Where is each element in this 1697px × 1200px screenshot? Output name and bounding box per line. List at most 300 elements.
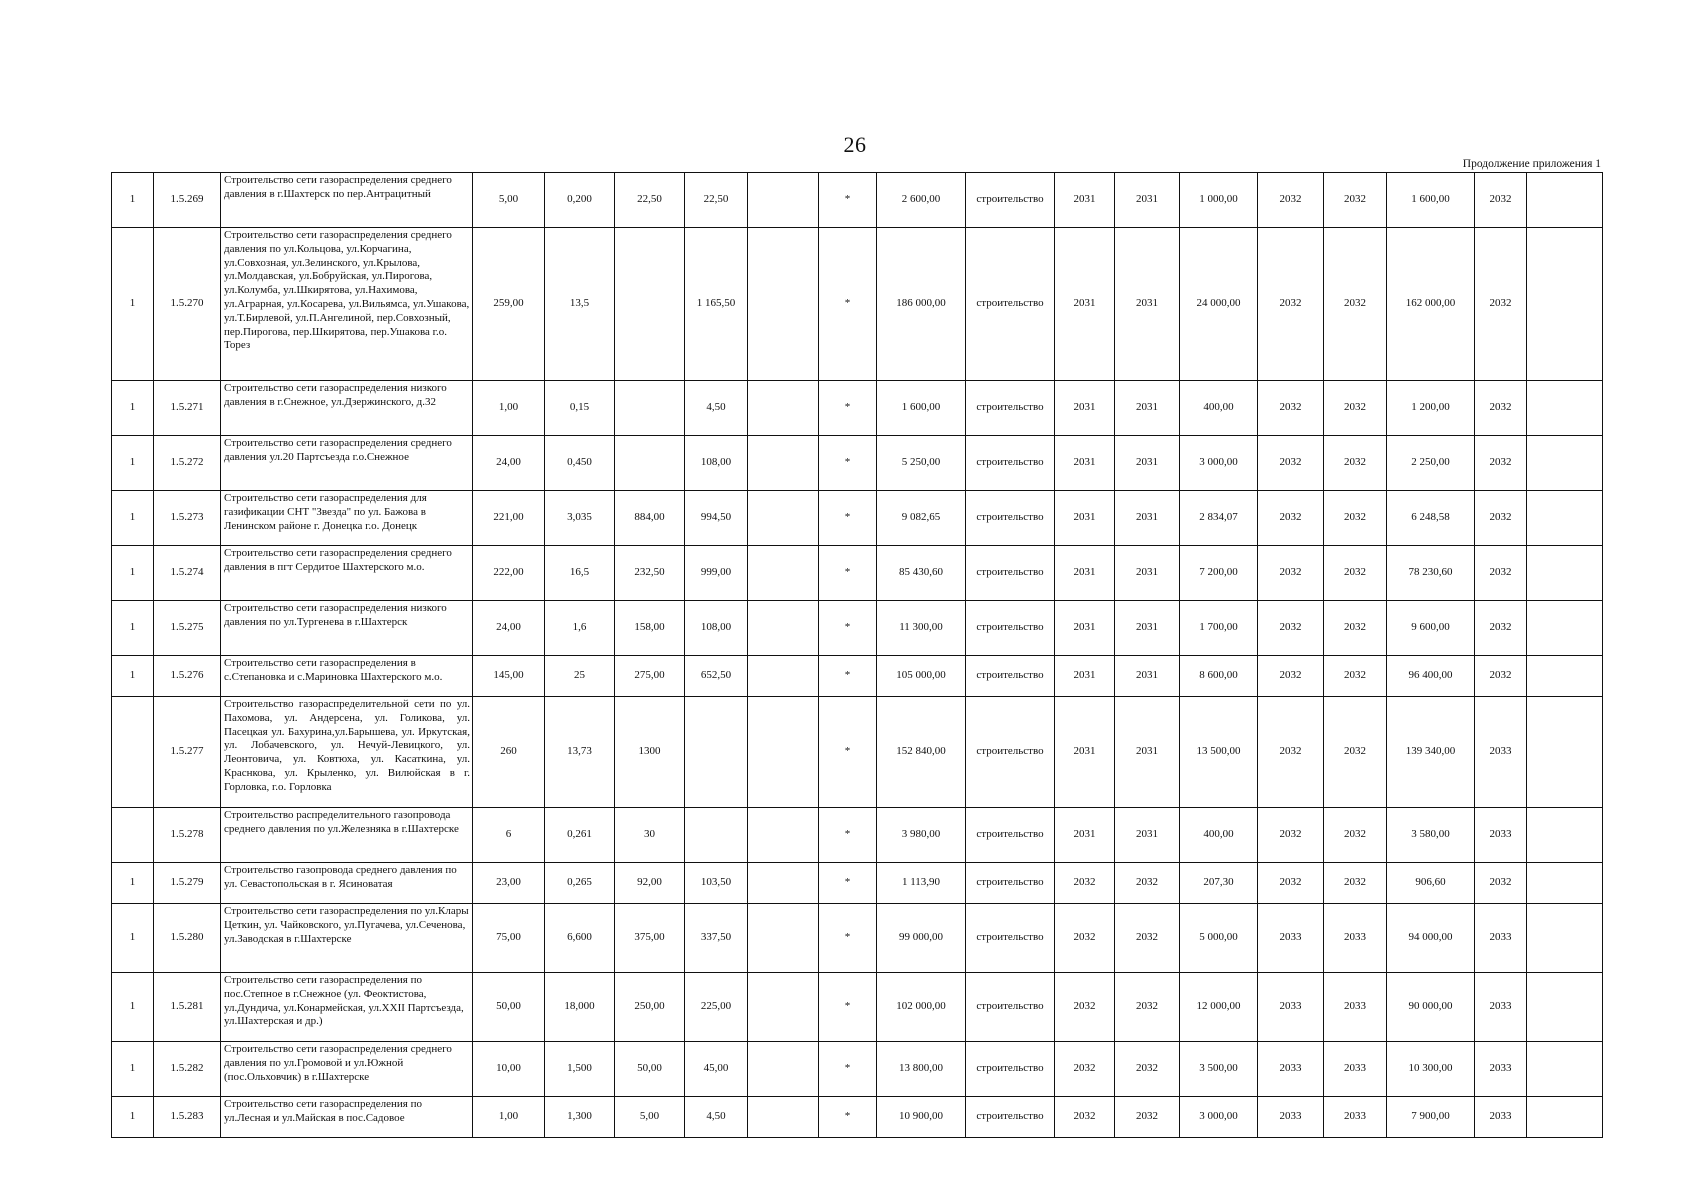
- section-index-cell: 1: [112, 1097, 154, 1138]
- note-cell: [1527, 808, 1603, 863]
- description-cell: Строительство сети газораспределения среднего давления ул.20 Партсъезда г.о.Снежное: [221, 436, 473, 491]
- value-cell-6: 108,00: [685, 601, 748, 656]
- stage2-start-year-cell: 2032: [1258, 546, 1324, 601]
- value-cell-4: 0,265: [545, 863, 615, 904]
- end-year-cell: 2031: [1115, 173, 1180, 228]
- start-year-cell: 2032: [1055, 1042, 1115, 1097]
- item-number-cell: 1.5.278: [154, 808, 221, 863]
- section-index-cell: 1: [112, 601, 154, 656]
- end-year-cell: 2031: [1115, 436, 1180, 491]
- start-year-cell: 2031: [1055, 656, 1115, 697]
- total-cost-cell: 186 000,00: [877, 228, 966, 381]
- description-cell: Строительство сети газораспределения среднего давления по ул.Кольцова, ул.Корчагина, ул.Совхозная, ул.Зелинского, ул.Крылова, ул.Молдавская, ул.Бобруйская, ул.Пирогова, ул.Колумба, ул.Шкирятова, ул.Нахимова, ул.Аграрная, ул.Косарева, ул.Вильямса, ул.Ушакова, ул.Т.Бирлевой, ул.П.Ангелиной, пер.Совхозный, пер.Пирогова, пер.Шкирятова, пер.Ушакова г.о. Торез: [221, 228, 473, 381]
- start-year-cell: 2031: [1055, 491, 1115, 546]
- section-index-cell: 1: [112, 228, 154, 381]
- end-year-cell: 2032: [1115, 1042, 1180, 1097]
- completion-year-cell: 2033: [1475, 697, 1527, 808]
- stage2-end-year-cell: 2033: [1324, 973, 1387, 1042]
- description-cell: Строительство сети газораспределения по ул.Лесная и ул.Майская в пос.Садовое: [221, 1097, 473, 1138]
- start-year-cell: 2031: [1055, 601, 1115, 656]
- start-year-cell: 2031: [1055, 546, 1115, 601]
- description-cell: Строительство сети газораспределения низкого давления по ул.Тургенева в г.Шахтерск: [221, 601, 473, 656]
- value-cell-4: 1,6: [545, 601, 615, 656]
- description-cell: Строительство сети газораспределения по ул.Клары Цеткин, ул. Чайковского, ул.Пугачева, ул.Сеченова, ул.Заводская в г.Шахтерске: [221, 904, 473, 973]
- stage2-end-year-cell: 2032: [1324, 491, 1387, 546]
- stage1-cost-cell: 1 700,00: [1180, 601, 1258, 656]
- stage2-end-year-cell: 2033: [1324, 1097, 1387, 1138]
- marker-cell: *: [819, 436, 877, 491]
- value-cell-7: [748, 904, 819, 973]
- stage2-cost-cell: 94 000,00: [1387, 904, 1475, 973]
- note-cell: [1527, 173, 1603, 228]
- value-cell-3: 259,00: [473, 228, 545, 381]
- value-cell-7: [748, 173, 819, 228]
- work-type-cell: строительство: [966, 228, 1055, 381]
- stage1-cost-cell: 207,30: [1180, 863, 1258, 904]
- end-year-cell: 2032: [1115, 973, 1180, 1042]
- stage2-end-year-cell: 2032: [1324, 808, 1387, 863]
- work-type-cell: строительство: [966, 546, 1055, 601]
- value-cell-7: [748, 546, 819, 601]
- end-year-cell: 2031: [1115, 381, 1180, 436]
- total-cost-cell: 11 300,00: [877, 601, 966, 656]
- section-index-cell: 1: [112, 546, 154, 601]
- stage1-cost-cell: 1 000,00: [1180, 173, 1258, 228]
- value-cell-7: [748, 1097, 819, 1138]
- stage2-end-year-cell: 2032: [1324, 436, 1387, 491]
- value-cell-4: 1,500: [545, 1042, 615, 1097]
- item-number-cell: 1.5.274: [154, 546, 221, 601]
- stage2-cost-cell: 2 250,00: [1387, 436, 1475, 491]
- value-cell-3: 221,00: [473, 491, 545, 546]
- description-cell: Строительство сети газораспределения среднего давления в пгт Сердитое Шахтерского м.о.: [221, 546, 473, 601]
- stage2-cost-cell: 1 600,00: [1387, 173, 1475, 228]
- value-cell-6: 4,50: [685, 1097, 748, 1138]
- total-cost-cell: 10 900,00: [877, 1097, 966, 1138]
- value-cell-6: [685, 808, 748, 863]
- value-cell-3: 222,00: [473, 546, 545, 601]
- marker-cell: *: [819, 546, 877, 601]
- value-cell-5: 158,00: [615, 601, 685, 656]
- value-cell-3: 260: [473, 697, 545, 808]
- stage2-start-year-cell: 2033: [1258, 973, 1324, 1042]
- stage1-cost-cell: 3 000,00: [1180, 436, 1258, 491]
- completion-year-cell: 2032: [1475, 656, 1527, 697]
- value-cell-3: 1,00: [473, 381, 545, 436]
- work-type-cell: строительство: [966, 863, 1055, 904]
- note-cell: [1527, 381, 1603, 436]
- start-year-cell: 2032: [1055, 863, 1115, 904]
- completion-year-cell: 2032: [1475, 173, 1527, 228]
- value-cell-7: [748, 973, 819, 1042]
- value-cell-6: 108,00: [685, 436, 748, 491]
- value-cell-3: 24,00: [473, 601, 545, 656]
- stage2-start-year-cell: 2032: [1258, 808, 1324, 863]
- end-year-cell: 2031: [1115, 601, 1180, 656]
- value-cell-4: 0,450: [545, 436, 615, 491]
- completion-year-cell: 2032: [1475, 601, 1527, 656]
- stage1-cost-cell: 400,00: [1180, 381, 1258, 436]
- value-cell-5: 250,00: [615, 973, 685, 1042]
- total-cost-cell: 105 000,00: [877, 656, 966, 697]
- value-cell-6: 999,00: [685, 546, 748, 601]
- value-cell-4: 18,000: [545, 973, 615, 1042]
- marker-cell: *: [819, 381, 877, 436]
- stage2-start-year-cell: 2032: [1258, 436, 1324, 491]
- stage2-end-year-cell: 2032: [1324, 863, 1387, 904]
- marker-cell: *: [819, 491, 877, 546]
- start-year-cell: 2031: [1055, 808, 1115, 863]
- description-cell: Строительство распределительного газопровода среднего давления по ул.Железняка в г.Шахтерске: [221, 808, 473, 863]
- stage2-start-year-cell: 2033: [1258, 1042, 1324, 1097]
- value-cell-7: [748, 491, 819, 546]
- description-cell: Строительство сети газораспределения по пос.Степное в г.Снежное (ул. Феоктистова, ул.Дундича, ул.Конармейская, ул.XXII Партсъезда, ул.Шахтерская и др.): [221, 973, 473, 1042]
- construction-table: [111, 172, 1603, 1138]
- start-year-cell: 2031: [1055, 381, 1115, 436]
- note-cell: [1527, 436, 1603, 491]
- work-type-cell: строительство: [966, 381, 1055, 436]
- work-type-cell: строительство: [966, 436, 1055, 491]
- completion-year-cell: 2033: [1475, 973, 1527, 1042]
- note-cell: [1527, 863, 1603, 904]
- value-cell-4: 6,600: [545, 904, 615, 973]
- value-cell-3: 24,00: [473, 436, 545, 491]
- stage2-start-year-cell: 2032: [1258, 173, 1324, 228]
- value-cell-7: [748, 808, 819, 863]
- value-cell-7: [748, 601, 819, 656]
- total-cost-cell: 152 840,00: [877, 697, 966, 808]
- stage2-end-year-cell: 2032: [1324, 228, 1387, 381]
- stage2-end-year-cell: 2032: [1324, 173, 1387, 228]
- description-cell: Строительство сети газораспределения среднего давления в г.Шахтерск по пер.Антрацитный: [221, 173, 473, 228]
- end-year-cell: 2031: [1115, 808, 1180, 863]
- stage2-end-year-cell: 2032: [1324, 381, 1387, 436]
- section-index-cell: 1: [112, 173, 154, 228]
- stage2-end-year-cell: 2032: [1324, 697, 1387, 808]
- stage2-cost-cell: 3 580,00: [1387, 808, 1475, 863]
- value-cell-5: 375,00: [615, 904, 685, 973]
- marker-cell: *: [819, 808, 877, 863]
- stage2-end-year-cell: 2033: [1324, 904, 1387, 973]
- description-cell: Строительство сети газораспределения среднего давления по ул.Громовой и ул.Южной (пос.Ольховчик) в г.Шахтерске: [221, 1042, 473, 1097]
- note-cell: [1527, 601, 1603, 656]
- total-cost-cell: 1 600,00: [877, 381, 966, 436]
- start-year-cell: 2031: [1055, 173, 1115, 228]
- value-cell-5: 5,00: [615, 1097, 685, 1138]
- value-cell-3: 5,00: [473, 173, 545, 228]
- item-number-cell: 1.5.283: [154, 1097, 221, 1138]
- value-cell-4: 13,5: [545, 228, 615, 381]
- note-cell: [1527, 697, 1603, 808]
- completion-year-cell: 2033: [1475, 1042, 1527, 1097]
- note-cell: [1527, 656, 1603, 697]
- table-row: [112, 973, 1603, 1042]
- value-cell-6: 4,50: [685, 381, 748, 436]
- stage2-cost-cell: 78 230,60: [1387, 546, 1475, 601]
- completion-year-cell: 2032: [1475, 381, 1527, 436]
- marker-cell: *: [819, 601, 877, 656]
- value-cell-6: 225,00: [685, 973, 748, 1042]
- item-number-cell: 1.5.279: [154, 863, 221, 904]
- table-row: [112, 546, 1603, 601]
- stage2-start-year-cell: 2033: [1258, 904, 1324, 973]
- table-row: [112, 173, 1603, 228]
- marker-cell: *: [819, 863, 877, 904]
- page-number: 26: [843, 132, 867, 157]
- start-year-cell: 2031: [1055, 228, 1115, 381]
- description-cell: Строительство сети газораспределения низкого давления в г.Снежное, ул.Дзержинского, д.32: [221, 381, 473, 436]
- completion-year-cell: 2032: [1475, 436, 1527, 491]
- value-cell-5: 22,50: [615, 173, 685, 228]
- completion-year-cell: 2033: [1475, 904, 1527, 973]
- value-cell-4: 0,261: [545, 808, 615, 863]
- stage2-start-year-cell: 2032: [1258, 601, 1324, 656]
- total-cost-cell: 2 600,00: [877, 173, 966, 228]
- end-year-cell: 2031: [1115, 546, 1180, 601]
- table-row: [112, 1097, 1603, 1138]
- marker-cell: *: [819, 973, 877, 1042]
- completion-year-cell: 2032: [1475, 863, 1527, 904]
- marker-cell: *: [819, 656, 877, 697]
- item-number-cell: 1.5.282: [154, 1042, 221, 1097]
- stage1-cost-cell: 3 500,00: [1180, 1042, 1258, 1097]
- end-year-cell: 2031: [1115, 697, 1180, 808]
- stage1-cost-cell: 24 000,00: [1180, 228, 1258, 381]
- value-cell-5: 884,00: [615, 491, 685, 546]
- value-cell-7: [748, 697, 819, 808]
- start-year-cell: 2032: [1055, 973, 1115, 1042]
- section-index-cell: [112, 808, 154, 863]
- completion-year-cell: 2032: [1475, 491, 1527, 546]
- value-cell-4: 25: [545, 656, 615, 697]
- table-row: [112, 601, 1603, 656]
- stage2-cost-cell: 9 600,00: [1387, 601, 1475, 656]
- item-number-cell: 1.5.275: [154, 601, 221, 656]
- appendix-continuation-note: Продолжение приложения 1: [1462, 158, 1601, 170]
- end-year-cell: 2031: [1115, 228, 1180, 381]
- value-cell-5: [615, 228, 685, 381]
- note-cell: [1527, 973, 1603, 1042]
- start-year-cell: 2031: [1055, 436, 1115, 491]
- work-type-cell: строительство: [966, 1097, 1055, 1138]
- description-cell: Строительство сети газораспределения для газификации СНТ "Звезда" по ул. Бажова в Ленинском районе г. Донецка г.о. Донецк: [221, 491, 473, 546]
- section-index-cell: 1: [112, 381, 154, 436]
- marker-cell: *: [819, 1097, 877, 1138]
- value-cell-3: 23,00: [473, 863, 545, 904]
- stage2-cost-cell: 6 248,58: [1387, 491, 1475, 546]
- start-year-cell: 2032: [1055, 904, 1115, 973]
- table-row: [112, 381, 1603, 436]
- value-cell-7: [748, 436, 819, 491]
- value-cell-4: 0,200: [545, 173, 615, 228]
- value-cell-7: [748, 381, 819, 436]
- end-year-cell: 2031: [1115, 491, 1180, 546]
- marker-cell: *: [819, 697, 877, 808]
- value-cell-5: 50,00: [615, 1042, 685, 1097]
- value-cell-4: 16,5: [545, 546, 615, 601]
- value-cell-5: 30: [615, 808, 685, 863]
- total-cost-cell: 3 980,00: [877, 808, 966, 863]
- value-cell-4: 0,15: [545, 381, 615, 436]
- stage2-start-year-cell: 2032: [1258, 381, 1324, 436]
- item-number-cell: 1.5.270: [154, 228, 221, 381]
- item-number-cell: 1.5.273: [154, 491, 221, 546]
- end-year-cell: 2032: [1115, 904, 1180, 973]
- note-cell: [1527, 546, 1603, 601]
- value-cell-3: 145,00: [473, 656, 545, 697]
- note-cell: [1527, 904, 1603, 973]
- stage2-start-year-cell: 2032: [1258, 863, 1324, 904]
- start-year-cell: 2032: [1055, 1097, 1115, 1138]
- marker-cell: *: [819, 904, 877, 973]
- section-index-cell: 1: [112, 1042, 154, 1097]
- value-cell-6: 652,50: [685, 656, 748, 697]
- item-number-cell: 1.5.272: [154, 436, 221, 491]
- work-type-cell: строительство: [966, 173, 1055, 228]
- value-cell-6: 994,50: [685, 491, 748, 546]
- description-cell: Строительство газораспределительной сети по ул. Пахомова, ул. Андерсена, ул. Голикова, ул. Пасецкая ул. Бахурина,ул.Барышева, ул. Иркутская, ул. Лобачевского, ул. Нечуй-Левицкого, ул. Леонтовича, ул. Ковтюха, ул. Касаткина, ул. Краснкова, ул. Крыленко, ул. Вилюйская в г. Горловка, г.о. Горловка: [221, 697, 473, 808]
- marker-cell: *: [819, 228, 877, 381]
- section-index-cell: [112, 697, 154, 808]
- marker-cell: *: [819, 173, 877, 228]
- table-row: [112, 697, 1603, 808]
- note-cell: [1527, 1097, 1603, 1138]
- work-type-cell: строительство: [966, 973, 1055, 1042]
- stage1-cost-cell: 3 000,00: [1180, 1097, 1258, 1138]
- table-row: [112, 436, 1603, 491]
- stage1-cost-cell: 7 200,00: [1180, 546, 1258, 601]
- value-cell-3: 10,00: [473, 1042, 545, 1097]
- value-cell-6: 337,50: [685, 904, 748, 973]
- total-cost-cell: 85 430,60: [877, 546, 966, 601]
- value-cell-5: 1300: [615, 697, 685, 808]
- section-index-cell: 1: [112, 491, 154, 546]
- completion-year-cell: 2032: [1475, 228, 1527, 381]
- stage2-cost-cell: 10 300,00: [1387, 1042, 1475, 1097]
- total-cost-cell: 1 113,90: [877, 863, 966, 904]
- value-cell-7: [748, 1042, 819, 1097]
- stage2-start-year-cell: 2032: [1258, 491, 1324, 546]
- note-cell: [1527, 491, 1603, 546]
- stage2-start-year-cell: 2032: [1258, 228, 1324, 381]
- section-index-cell: 1: [112, 973, 154, 1042]
- table-row: [112, 228, 1603, 381]
- table-row: [112, 491, 1603, 546]
- item-number-cell: 1.5.269: [154, 173, 221, 228]
- work-type-cell: строительство: [966, 656, 1055, 697]
- completion-year-cell: 2032: [1475, 546, 1527, 601]
- stage2-cost-cell: 7 900,00: [1387, 1097, 1475, 1138]
- end-year-cell: 2031: [1115, 656, 1180, 697]
- stage2-start-year-cell: 2033: [1258, 1097, 1324, 1138]
- stage1-cost-cell: 5 000,00: [1180, 904, 1258, 973]
- value-cell-7: [748, 228, 819, 381]
- description-cell: Строительство сети газораспределения в с.Степановка и с.Мариновка Шахтерского м.о.: [221, 656, 473, 697]
- table-row: [112, 904, 1603, 973]
- table-row: [112, 863, 1603, 904]
- stage1-cost-cell: 400,00: [1180, 808, 1258, 863]
- stage1-cost-cell: 8 600,00: [1180, 656, 1258, 697]
- work-type-cell: строительство: [966, 808, 1055, 863]
- completion-year-cell: 2033: [1475, 808, 1527, 863]
- stage2-cost-cell: 906,60: [1387, 863, 1475, 904]
- work-type-cell: строительство: [966, 601, 1055, 656]
- stage2-end-year-cell: 2032: [1324, 656, 1387, 697]
- total-cost-cell: 102 000,00: [877, 973, 966, 1042]
- item-number-cell: 1.5.276: [154, 656, 221, 697]
- table-body: [112, 173, 1603, 1138]
- end-year-cell: 2032: [1115, 1097, 1180, 1138]
- value-cell-6: 1 165,50: [685, 228, 748, 381]
- value-cell-4: 1,300: [545, 1097, 615, 1138]
- value-cell-3: 1,00: [473, 1097, 545, 1138]
- value-cell-5: [615, 436, 685, 491]
- completion-year-cell: 2033: [1475, 1097, 1527, 1138]
- note-cell: [1527, 228, 1603, 381]
- end-year-cell: 2032: [1115, 863, 1180, 904]
- section-index-cell: 1: [112, 863, 154, 904]
- stage2-cost-cell: 90 000,00: [1387, 973, 1475, 1042]
- value-cell-4: 13,73: [545, 697, 615, 808]
- section-index-cell: 1: [112, 436, 154, 491]
- stage2-cost-cell: 1 200,00: [1387, 381, 1475, 436]
- value-cell-3: 50,00: [473, 973, 545, 1042]
- value-cell-6: 103,50: [685, 863, 748, 904]
- stage2-cost-cell: 162 000,00: [1387, 228, 1475, 381]
- stage1-cost-cell: 13 500,00: [1180, 697, 1258, 808]
- stage1-cost-cell: 2 834,07: [1180, 491, 1258, 546]
- work-type-cell: строительство: [966, 697, 1055, 808]
- note-cell: [1527, 1042, 1603, 1097]
- item-number-cell: 1.5.280: [154, 904, 221, 973]
- item-number-cell: 1.5.281: [154, 973, 221, 1042]
- work-type-cell: строительство: [966, 904, 1055, 973]
- stage2-start-year-cell: 2032: [1258, 697, 1324, 808]
- stage2-end-year-cell: 2032: [1324, 601, 1387, 656]
- description-cell: Строительство газопровода среднего давления по ул. Севастопольская в г. Ясиноватая: [221, 863, 473, 904]
- value-cell-5: [615, 381, 685, 436]
- stage1-cost-cell: 12 000,00: [1180, 973, 1258, 1042]
- section-index-cell: 1: [112, 904, 154, 973]
- value-cell-3: 6: [473, 808, 545, 863]
- stage2-end-year-cell: 2033: [1324, 1042, 1387, 1097]
- value-cell-3: 75,00: [473, 904, 545, 973]
- stage2-end-year-cell: 2032: [1324, 546, 1387, 601]
- item-number-cell: 1.5.277: [154, 697, 221, 808]
- total-cost-cell: 99 000,00: [877, 904, 966, 973]
- total-cost-cell: 5 250,00: [877, 436, 966, 491]
- value-cell-5: 232,50: [615, 546, 685, 601]
- value-cell-5: 275,00: [615, 656, 685, 697]
- value-cell-5: 92,00: [615, 863, 685, 904]
- stage2-cost-cell: 96 400,00: [1387, 656, 1475, 697]
- value-cell-6: 22,50: [685, 173, 748, 228]
- value-cell-7: [748, 863, 819, 904]
- value-cell-6: [685, 697, 748, 808]
- stage2-cost-cell: 139 340,00: [1387, 697, 1475, 808]
- total-cost-cell: 13 800,00: [877, 1042, 966, 1097]
- table-row: [112, 656, 1603, 697]
- work-type-cell: строительство: [966, 1042, 1055, 1097]
- stage2-start-year-cell: 2032: [1258, 656, 1324, 697]
- table-row: [112, 808, 1603, 863]
- section-index-cell: 1: [112, 656, 154, 697]
- value-cell-6: 45,00: [685, 1042, 748, 1097]
- item-number-cell: 1.5.271: [154, 381, 221, 436]
- work-type-cell: строительство: [966, 491, 1055, 546]
- value-cell-7: [748, 656, 819, 697]
- marker-cell: *: [819, 1042, 877, 1097]
